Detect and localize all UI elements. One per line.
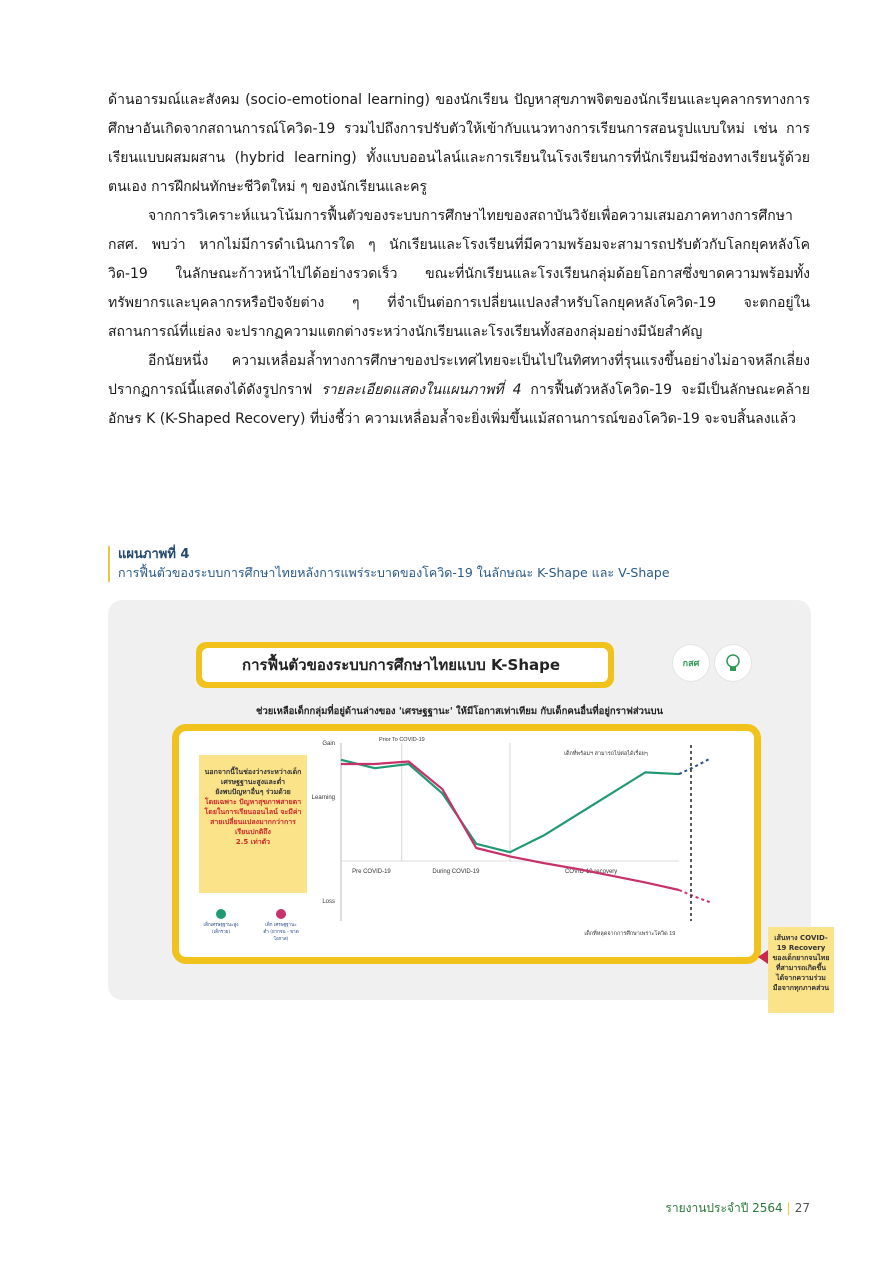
institute-lightbulb-icon	[715, 645, 751, 681]
phase-label: COVID-19 recovery	[564, 869, 618, 875]
y-tick-label: Learning	[311, 795, 335, 801]
page-footer	[665, 1199, 810, 1218]
figure-panel	[108, 600, 830, 1000]
chart-banner	[196, 642, 614, 688]
side-note-value: 2.5 เท่าตัว	[235, 838, 271, 846]
phase-label: Pre COVID-19	[352, 869, 391, 875]
paragraph-3-start: อีกนัยหนึ่ง ความเหลื่อมล้ำทางการศึกษาของประเทศไทยจะเป็นไปในทิศทางที่รุนแรงขึ้นอย่างไม่อาจหลีกเลี่ยง ปรากฏการณ์นี้แสดงได้ดังรูปกราฟ	[108, 353, 810, 398]
prior-covid-annotation: Prior To COVID-19	[378, 737, 425, 743]
figure-title: การฟื้นตัวของระบบการศึกษาไทยหลังการแพร่ระบาดของโควิด-19 ในลักษณะ K-Shape และ V-Shape	[118, 565, 670, 580]
y-tick-label: Gain	[322, 741, 335, 747]
chart-frame	[172, 724, 830, 992]
series-projection-low	[679, 890, 711, 903]
figure-caption	[108, 546, 670, 582]
series-projection-high	[679, 758, 711, 774]
footer-report-title: รายงานประจำปี 2564	[665, 1201, 783, 1215]
phase-label: During COVID-19	[432, 869, 480, 875]
page-number: 27	[794, 1201, 810, 1215]
side-note-line2: เศรษฐฐานะสูงและต่ำ	[220, 778, 286, 786]
footer-separator: |	[786, 1201, 791, 1215]
recovery-callout: เส้นทาง COVID-19 Recovery ของเด็กยากจนไทย ที่สามารถเกิดขึ้นได้จากความร่วมมือจากทุกภาคส่วน	[768, 927, 834, 1013]
lower-group-label: เด็กที่หลุดจากการศึกษาเพราะโควิด 19	[584, 931, 676, 937]
body-text	[108, 86, 810, 434]
upper-group-label: เด็กที่พร้อมฯ สามารถไปต่อได้เรื่อยๆ	[564, 751, 648, 757]
chart-banner-title: การฟื้นตัวของระบบการศึกษาไทยแบบ K-Shape	[202, 648, 608, 682]
logo-group	[673, 645, 751, 681]
paragraph-1: ด้านอารมณ์และสังคม (socio-emotional learning) ของนักเรียน ปัญหาสุขภาพจิตของนักเรียนและบุคลากรทางการศึกษาอันเกิดจากสถานการณ์โควิด-19 รวมไปถึงการปรับตัวให้เข้ากับแนวทางการเรียนการสอนรูปแบบใหม่ เช่น การเรียนแบบผสมผสาน (hybrid learning) ทั้งแบบออนไลน์และการเรียนในโรงเรียนการที่นักเรียนมีช่องทางเรียนรู้ด้วยตนเอง การฝึกฝนทักษะชีวิตใหม่ ๆ ของนักเรียนและครู	[108, 92, 810, 195]
k-shape-chart	[179, 731, 754, 957]
paragraph-3-reference: รายละเอียดแสดงในแผนภาพที่ 4	[321, 382, 522, 398]
paragraph-2: จากการวิเคราะห์แนวโน้มการฟื้นตัวของระบบการศึกษาไทยของสถาบันวิจัยเพื่อความเสมอภาคทางการศึกษา กสศ. พบว่า หากไม่มีการดำเนินการใด ๆ นักเรียนและโรงเรียนที่มีความพร้อมจะสามารถปรับตัวกับโลกยุคหลังโควิด-19 ในลักษณะก้าวหน้าไปได้อย่างรวดเร็ว ขณะที่นักเรียนและโรงเรียนกลุ่มด้อยโอกาสซึ่งขาดความพร้อมทั้งทรัพยากรและบุคลากรหรือปัจจัยต่าง ๆ ที่จำเป็นต่อการเปลี่ยนแปลงสำหรับโลกยุคหลังโควิด-19 จะตกอยู่ในสถานการณ์ที่แย่ลง จะปรากฏความแตกต่างระหว่างนักเรียนและโรงเรียนทั้งสองกลุ่มอย่างมีนัยสำคัญ	[108, 208, 810, 340]
y-tick-label: Loss	[322, 899, 335, 905]
paragraph-3	[108, 347, 810, 434]
callout-arrow-icon	[758, 950, 768, 964]
paragraph-3-end: การฟื้นตัวหลังโควิด-19 จะมีเป็นลักษณะคล้ายอักษร K (K-Shaped Recovery) ที่บ่งชี้ว่า ความเหลื่อมล้ำจะยิ่งเพิ่มขึ้นแม้สถานการณ์ของโควิด-19 จะจบสิ้นลงแล้ว	[108, 382, 810, 427]
legend-label-low: เด็ก เศรษฐฐานะต่ำ (ยากจน - ขาดโอกาส)	[263, 923, 299, 942]
side-note-line3: ยังพบปัญหาอื่นๆ ร่วมด้วย	[215, 788, 291, 796]
eef-logo: กสศ	[673, 645, 709, 681]
chart-subtitle: ช่วยเหลือเด็กกลุ่มที่อยู่ด้านล่างของ 'เศรษฐฐานะ' ให้มีโอกาสเท่าเทียม กับเด็กคนอื่นที่อยู่กราฟส่วนบน	[256, 706, 663, 717]
side-note-highlight: โดยเฉพาะ ปัญหาสุขภาพสายตา โดยในการเรียนออนไลน์ จะมีค่าสายเปลี่ยนแปลงมากกว่าการเรียนปกติถึง	[204, 798, 302, 836]
figure-label: แผนภาพที่ 4	[118, 547, 190, 562]
legend-label-high: เด็กเศรษฐฐานะสูง (เด็กรวย)	[203, 923, 239, 935]
side-note-line1: นอกจากนี้ในช่องว่างระหว่างเด็ก	[204, 768, 302, 776]
